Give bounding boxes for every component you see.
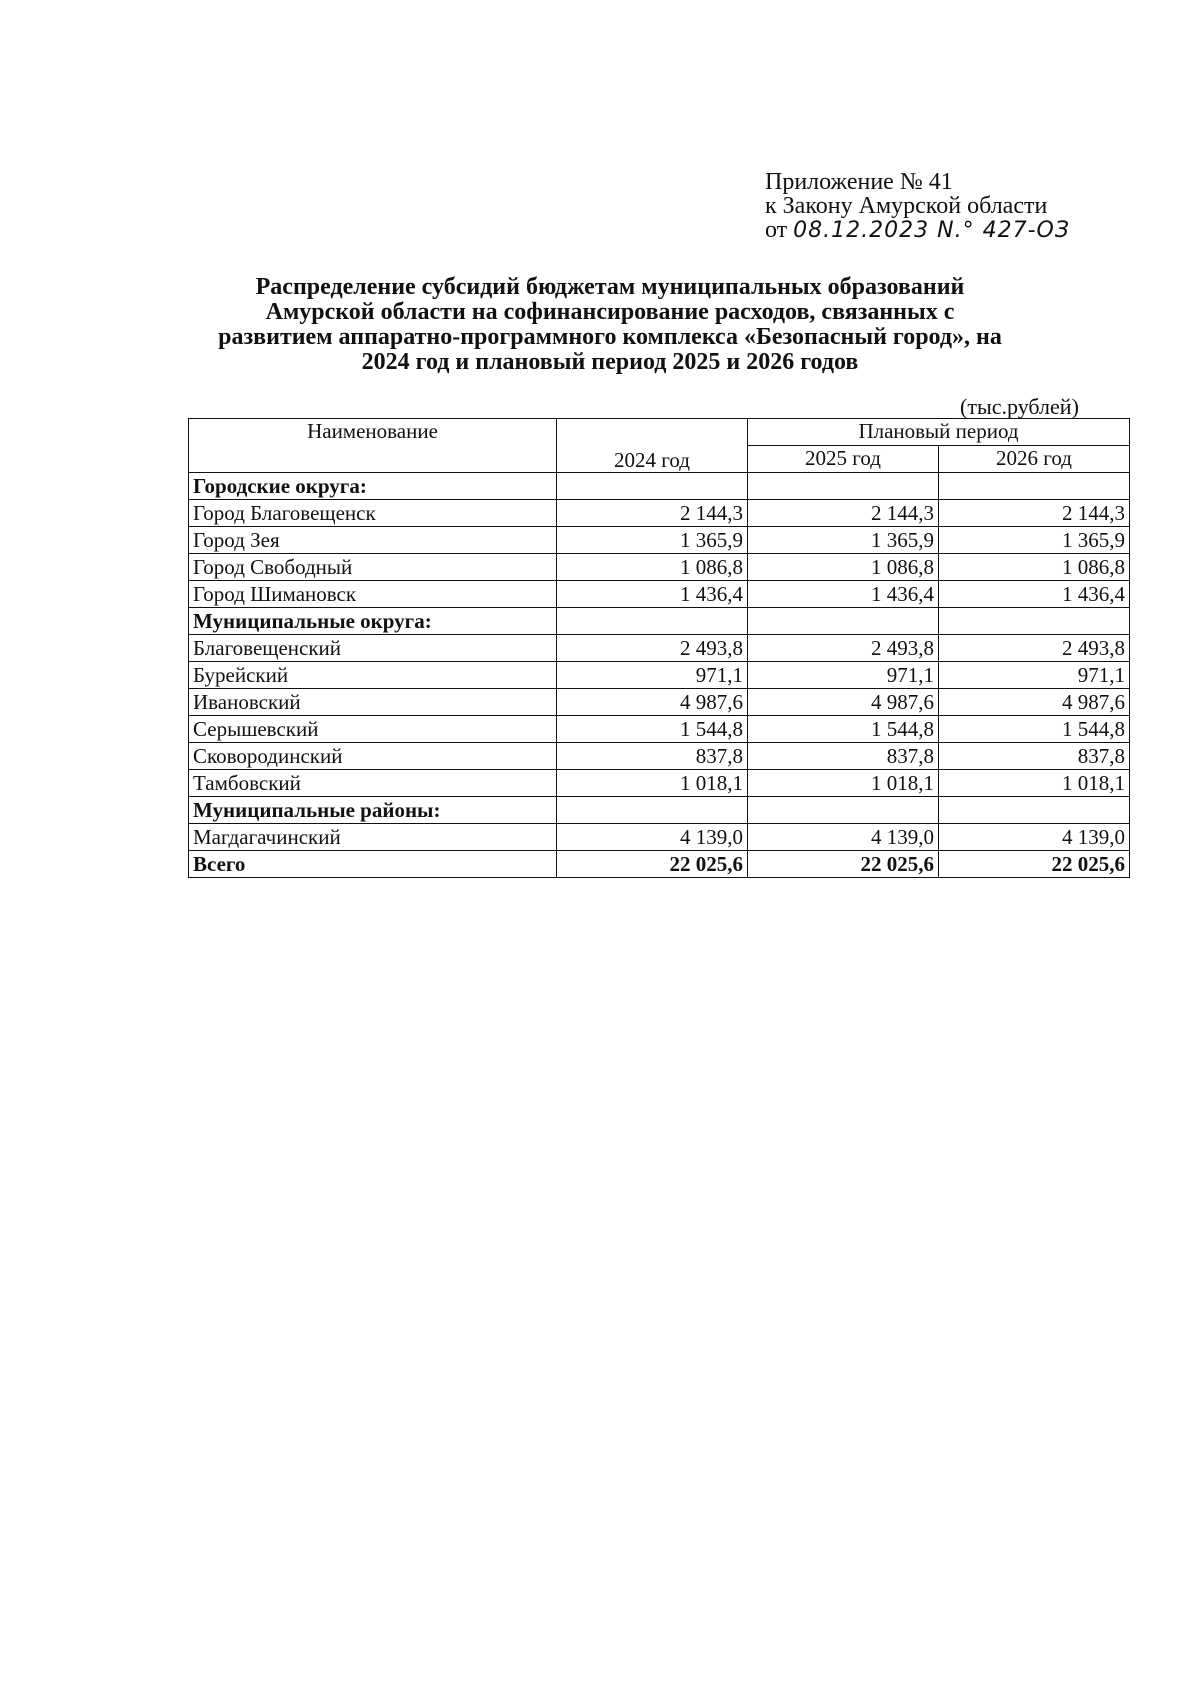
handwritten-date-number: 08.12.2023 N.° 427-ОЗ [793,218,1070,243]
table-row [189,824,1130,851]
table-header-row-1 [189,419,1130,446]
table-row [189,527,1130,554]
value-2025: 4 987,6 [748,689,939,716]
appendix-date-line [765,218,1070,243]
subsidy-table [188,418,1130,878]
row-name: Тамбовский [189,770,557,797]
table-row [189,500,1130,527]
row-name: Магдагачинский [189,824,557,851]
value-2025: 1 544,8 [748,716,939,743]
table-row [189,770,1130,797]
title-line-2: Амурской области на софинансирование расходов, связанных с [265,299,955,325]
table-row [189,662,1130,689]
value-2024: 2 144,3 [557,500,748,527]
value-2026: 1 436,4 [939,581,1130,608]
value-2026: 2 493,8 [939,635,1130,662]
header-name: Наименование [189,419,557,473]
title-line-3: развитием аппаратно-программного комплекса «Безопасный город», на [218,324,1002,350]
empty-cell [939,797,1130,824]
value-2025: 4 139,0 [748,824,939,851]
value-2026: 971,1 [939,662,1130,689]
value-2026: 837,8 [939,743,1130,770]
table-row [189,689,1130,716]
value-2024: 1 086,8 [557,554,748,581]
total-2026: 22 025,6 [939,851,1130,878]
table-row [189,716,1130,743]
table-row [189,554,1130,581]
row-name: Город Зея [189,527,557,554]
header-year-2025: 2025 год [748,446,939,473]
header-year-2024: 2024 год [557,419,748,473]
appendix-date-prefix: от [765,217,788,243]
header-year-2026: 2026 год [939,446,1130,473]
value-2024: 971,1 [557,662,748,689]
total-2025: 22 025,6 [748,851,939,878]
row-name: Ивановский [189,689,557,716]
appendix-law-reference: к Закону Амурской области [765,193,1048,219]
title-line-1: Распределение субсидий бюджетам муниципальных образований [255,274,965,300]
header-planned-period: Плановый период [748,419,1130,446]
group-title: Городские округа: [189,473,557,500]
value-2026: 1 018,1 [939,770,1130,797]
table-total-row [189,851,1130,878]
value-2025: 1 436,4 [748,581,939,608]
empty-cell [557,797,748,824]
table-group-row [189,797,1130,824]
value-2025: 837,8 [748,743,939,770]
value-2025: 971,1 [748,662,939,689]
table-row [189,743,1130,770]
value-2024: 2 493,8 [557,635,748,662]
value-2026: 1 086,8 [939,554,1130,581]
value-2026: 4 987,6 [939,689,1130,716]
table-row [189,635,1130,662]
value-2025: 1 018,1 [748,770,939,797]
row-name: Город Благовещенск [189,500,557,527]
group-title: Муниципальные районы: [189,797,557,824]
empty-cell [748,608,939,635]
value-2024: 1 365,9 [557,527,748,554]
value-2026: 1 544,8 [939,716,1130,743]
empty-cell [557,608,748,635]
value-2025: 2 144,3 [748,500,939,527]
row-name: Город Свободный [189,554,557,581]
row-name: Город Шимановск [189,581,557,608]
value-2026: 1 365,9 [939,527,1130,554]
value-2024: 1 436,4 [557,581,748,608]
total-2024: 22 025,6 [557,851,748,878]
value-2026: 4 139,0 [939,824,1130,851]
empty-cell [748,797,939,824]
value-2024: 4 987,6 [557,689,748,716]
table-group-row [189,473,1130,500]
empty-cell [557,473,748,500]
value-2025: 2 493,8 [748,635,939,662]
value-2025: 1 365,9 [748,527,939,554]
appendix-number: Приложение № 41 [765,169,953,195]
empty-cell [939,608,1130,635]
table-group-row [189,608,1130,635]
value-2024: 4 139,0 [557,824,748,851]
value-2025: 1 086,8 [748,554,939,581]
value-2024: 1 018,1 [557,770,748,797]
units-label: (тыс.рублей) [960,394,1079,419]
empty-cell [939,473,1130,500]
value-2024: 1 544,8 [557,716,748,743]
row-name: Серышевский [189,716,557,743]
total-label: Всего [189,851,557,878]
empty-cell [748,473,939,500]
value-2026: 2 144,3 [939,500,1130,527]
row-name: Благовещенский [189,635,557,662]
document-title [180,275,1040,375]
row-name: Бурейский [189,662,557,689]
table-row [189,581,1130,608]
value-2024: 837,8 [557,743,748,770]
row-name: Сковородинский [189,743,557,770]
group-title: Муниципальные округа: [189,608,557,635]
title-line-4: 2024 год и плановый период 2025 и 2026 годов [361,349,859,375]
appendix-header [765,170,1070,243]
